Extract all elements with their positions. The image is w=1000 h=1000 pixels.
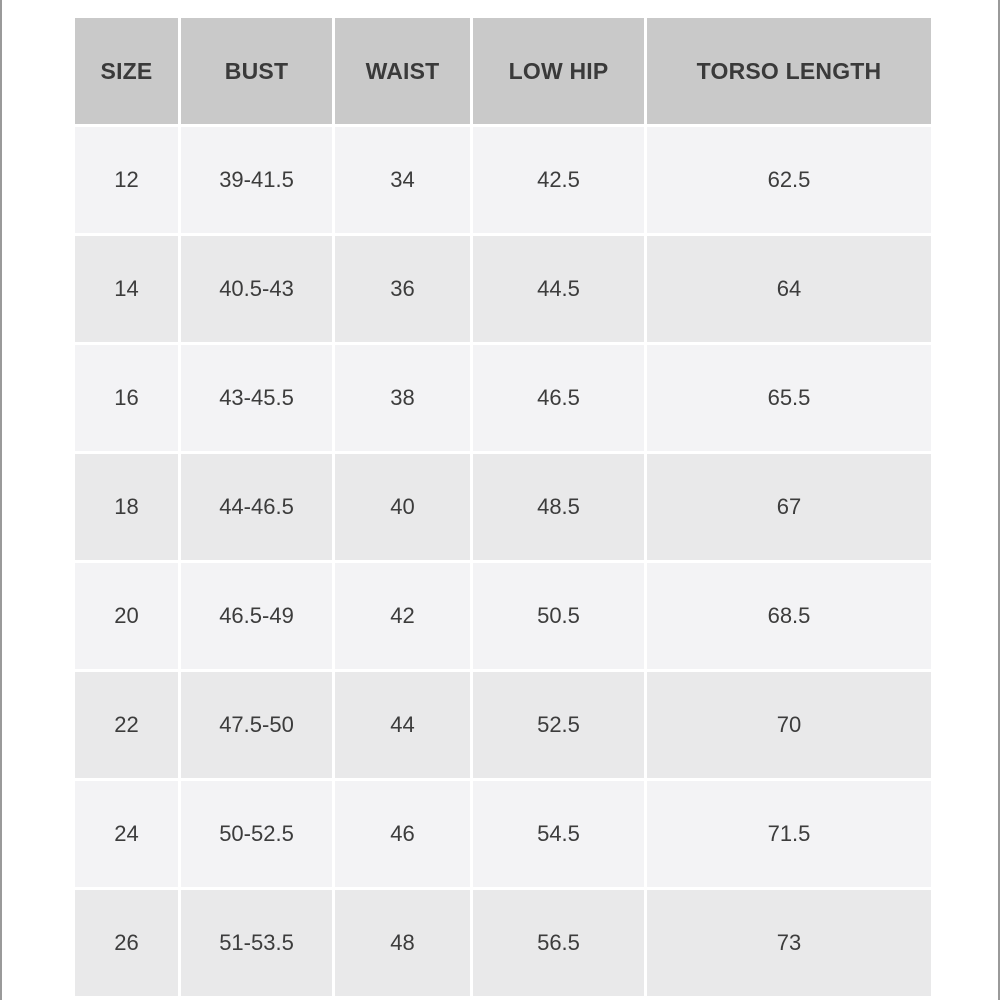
cell-size: 20 xyxy=(75,563,178,669)
table-row xyxy=(75,781,931,887)
cell-torso-length: 62.5 xyxy=(647,127,931,233)
header-size: SIZE xyxy=(75,18,178,124)
table-row xyxy=(75,890,931,996)
cell-torso-length: 73 xyxy=(647,890,931,996)
header-bust: BUST xyxy=(181,18,332,124)
cell-low-hip: 52.5 xyxy=(473,672,644,778)
cell-torso-length: 64 xyxy=(647,236,931,342)
cell-low-hip: 54.5 xyxy=(473,781,644,887)
cell-size: 14 xyxy=(75,236,178,342)
header-waist: WAIST xyxy=(335,18,470,124)
table-row xyxy=(75,236,931,342)
cell-size: 24 xyxy=(75,781,178,887)
header-torso-length: TORSO LENGTH xyxy=(647,18,931,124)
cell-bust: 43-45.5 xyxy=(181,345,332,451)
cell-torso-length: 70 xyxy=(647,672,931,778)
table-row xyxy=(75,454,931,560)
cell-bust: 51-53.5 xyxy=(181,890,332,996)
cell-bust: 39-41.5 xyxy=(181,127,332,233)
cell-size: 16 xyxy=(75,345,178,451)
cell-waist: 36 xyxy=(335,236,470,342)
cell-size: 18 xyxy=(75,454,178,560)
cell-low-hip: 50.5 xyxy=(473,563,644,669)
cell-bust: 46.5-49 xyxy=(181,563,332,669)
table-row xyxy=(75,563,931,669)
cell-torso-length: 71.5 xyxy=(647,781,931,887)
cell-bust: 47.5-50 xyxy=(181,672,332,778)
cell-low-hip: 44.5 xyxy=(473,236,644,342)
cell-bust: 44-46.5 xyxy=(181,454,332,560)
cell-waist: 42 xyxy=(335,563,470,669)
header-low-hip: LOW HIP xyxy=(473,18,644,124)
cell-size: 12 xyxy=(75,127,178,233)
cell-bust: 50-52.5 xyxy=(181,781,332,887)
cell-waist: 38 xyxy=(335,345,470,451)
table-header-row xyxy=(75,18,931,124)
cell-low-hip: 42.5 xyxy=(473,127,644,233)
table-row xyxy=(75,345,931,451)
size-chart-table xyxy=(72,15,934,999)
cell-size: 26 xyxy=(75,890,178,996)
cell-waist: 44 xyxy=(335,672,470,778)
cell-waist: 48 xyxy=(335,890,470,996)
table-row xyxy=(75,127,931,233)
cell-low-hip: 56.5 xyxy=(473,890,644,996)
table-row xyxy=(75,672,931,778)
cell-bust: 40.5-43 xyxy=(181,236,332,342)
cell-torso-length: 67 xyxy=(647,454,931,560)
cell-torso-length: 68.5 xyxy=(647,563,931,669)
cell-waist: 34 xyxy=(335,127,470,233)
cell-size: 22 xyxy=(75,672,178,778)
cell-waist: 40 xyxy=(335,454,470,560)
cell-low-hip: 48.5 xyxy=(473,454,644,560)
cell-waist: 46 xyxy=(335,781,470,887)
cell-torso-length: 65.5 xyxy=(647,345,931,451)
cell-low-hip: 46.5 xyxy=(473,345,644,451)
